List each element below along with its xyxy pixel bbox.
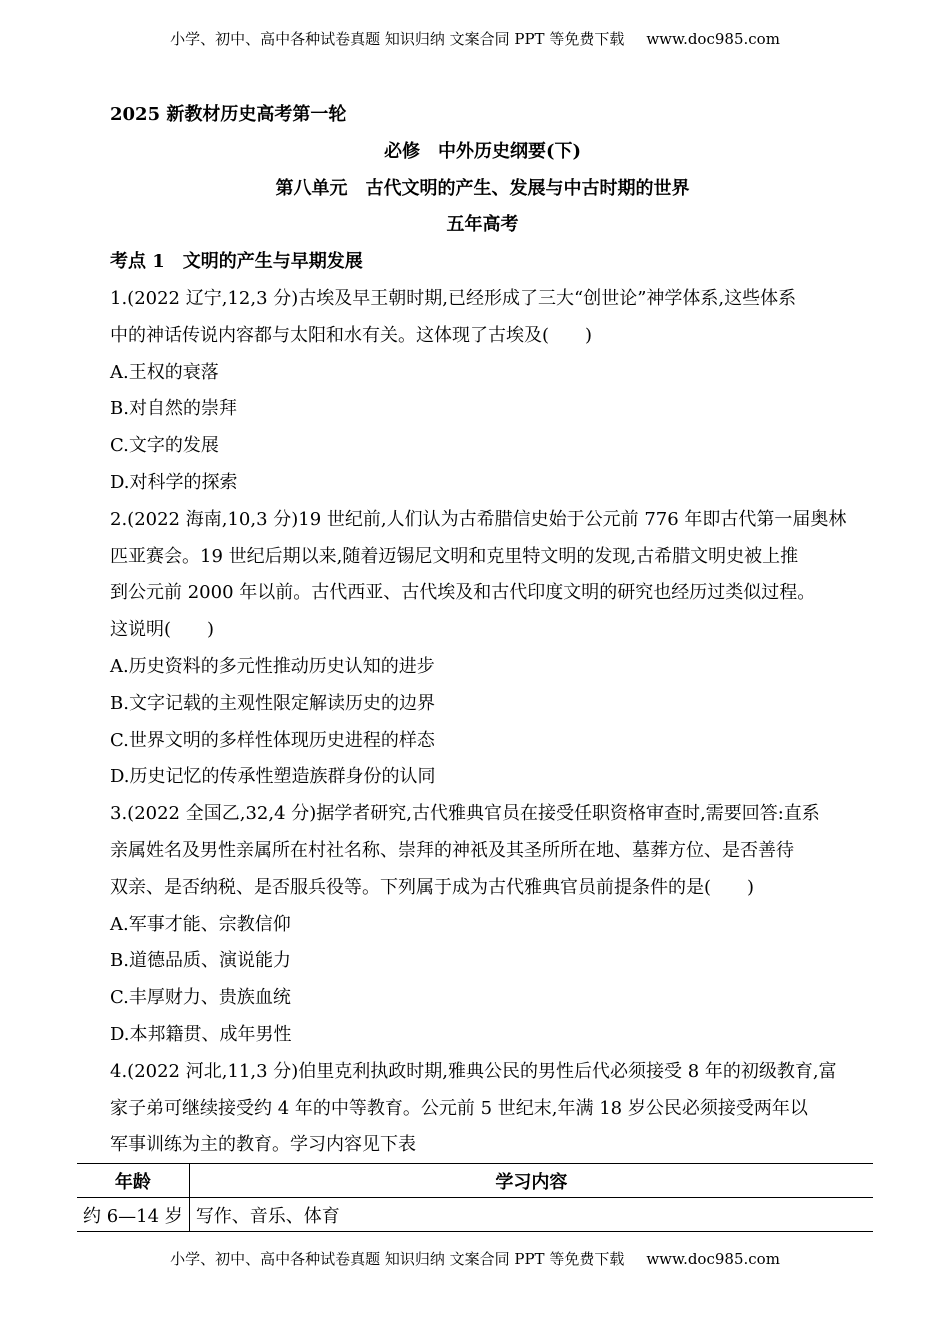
document-body [110, 96, 855, 1164]
header-text: 小学、初中、高中各种试卷真题 知识归纳 文案合同 PPT 等免费下载 [170, 30, 625, 48]
question-line: 这说明( ) [110, 619, 215, 641]
question-4 [110, 1054, 855, 1164]
question-1 [110, 281, 855, 502]
question-line: 到公元前 2000 年以前。古代西亚、古代埃及和古代印度文明的研究也经历过类似过程。 [110, 582, 816, 604]
option-c: C.文字的发展 [110, 435, 219, 457]
series-title: 2025 新教材历史高考第一轮 [110, 104, 347, 125]
question-2 [110, 502, 855, 796]
option-b: B.对自然的崇拜 [110, 398, 237, 420]
table-header-row [77, 1164, 873, 1198]
question-line: 亲属姓名及男性亲属所在村社名称、崇拜的神祇及其圣所所在地、墓葬方位、是否善待 [110, 839, 794, 861]
table-header-age: 年龄 [77, 1164, 189, 1198]
topic-heading: 考点 1 文明的产生与早期发展 [110, 251, 363, 273]
option-d: D.本邦籍贯、成年男性 [110, 1023, 292, 1045]
option-a: A.王权的衰落 [110, 361, 219, 383]
question-line: 双亲、是否纳税、是否服兵役等。下列属于成为古代雅典官员前提条件的是( ) [110, 876, 755, 898]
page-header [0, 28, 950, 49]
question-line: 匹亚赛会。19 世纪后期以来,随着迈锡尼文明和克里特文明的发现,古希腊文明史被上推 [110, 545, 799, 567]
question-line: 2.(2022 海南,10,3 分)19 世纪前,人们认为古希腊信史始于公元前 776 年即古代第一届奥林 [110, 508, 847, 530]
option-d: D.历史记忆的传承性塑造族群身份的认同 [110, 766, 436, 788]
option-a: A.军事才能、宗教信仰 [110, 913, 291, 935]
option-d: D.对科学的探索 [110, 471, 238, 493]
question-line: 军事训练为主的教育。学习内容见下表 [110, 1134, 416, 1156]
table-header-content: 学习内容 [189, 1164, 873, 1198]
section-title: 五年高考 [446, 214, 519, 236]
option-b: B.道德品质、演说能力 [110, 950, 291, 972]
table-row [77, 1198, 873, 1232]
question-line: 4.(2022 河北,11,3 分)伯里克利执政时期,雅典公民的男性后代必须接受 8 年的初级教育,富 [110, 1060, 837, 1082]
question-3 [110, 796, 855, 1054]
option-c: C.世界文明的多样性体现历史进程的样态 [110, 729, 435, 751]
footer-url[interactable]: www.doc985.com [646, 1250, 780, 1268]
option-a: A.历史资料的多元性推动历史认知的进步 [110, 655, 435, 677]
question-line: 家子弟可继续接受约 4 年的中等教育。公元前 5 世纪末,年满 18 岁公民必须接受两年以 [110, 1097, 808, 1119]
table-cell-content: 写作、音乐、体育 [189, 1198, 873, 1232]
book-title: 必修 中外历史纲要(下) [383, 140, 582, 162]
option-b: B.文字记载的主观性限定解读历史的边界 [110, 692, 435, 714]
unit-title: 第八单元 古代文明的产生、发展与中古时期的世界 [275, 177, 690, 199]
question-line: 3.(2022 全国乙,32,4 分)据学者研究,古代雅典官员在接受任职资格审查时,需要回答:直系 [110, 803, 820, 825]
question-line: 1.(2022 辽宁,12,3 分)古埃及早王朝时期,已经形成了三大“创世论”神学体系,这些体系 [110, 287, 797, 309]
footer-text: 小学、初中、高中各种试卷真题 知识归纳 文案合同 PPT 等免费下载 [170, 1250, 625, 1268]
page-footer [0, 1248, 950, 1269]
header-url[interactable]: www.doc985.com [646, 30, 780, 48]
question-line: 中的神话传说内容都与太阳和水有关。这体现了古埃及( ) [110, 324, 593, 346]
study-content-table [77, 1163, 873, 1232]
table-cell-age: 约 6—14 岁 [77, 1198, 189, 1232]
option-c: C.丰厚财力、贵族血统 [110, 987, 291, 1009]
